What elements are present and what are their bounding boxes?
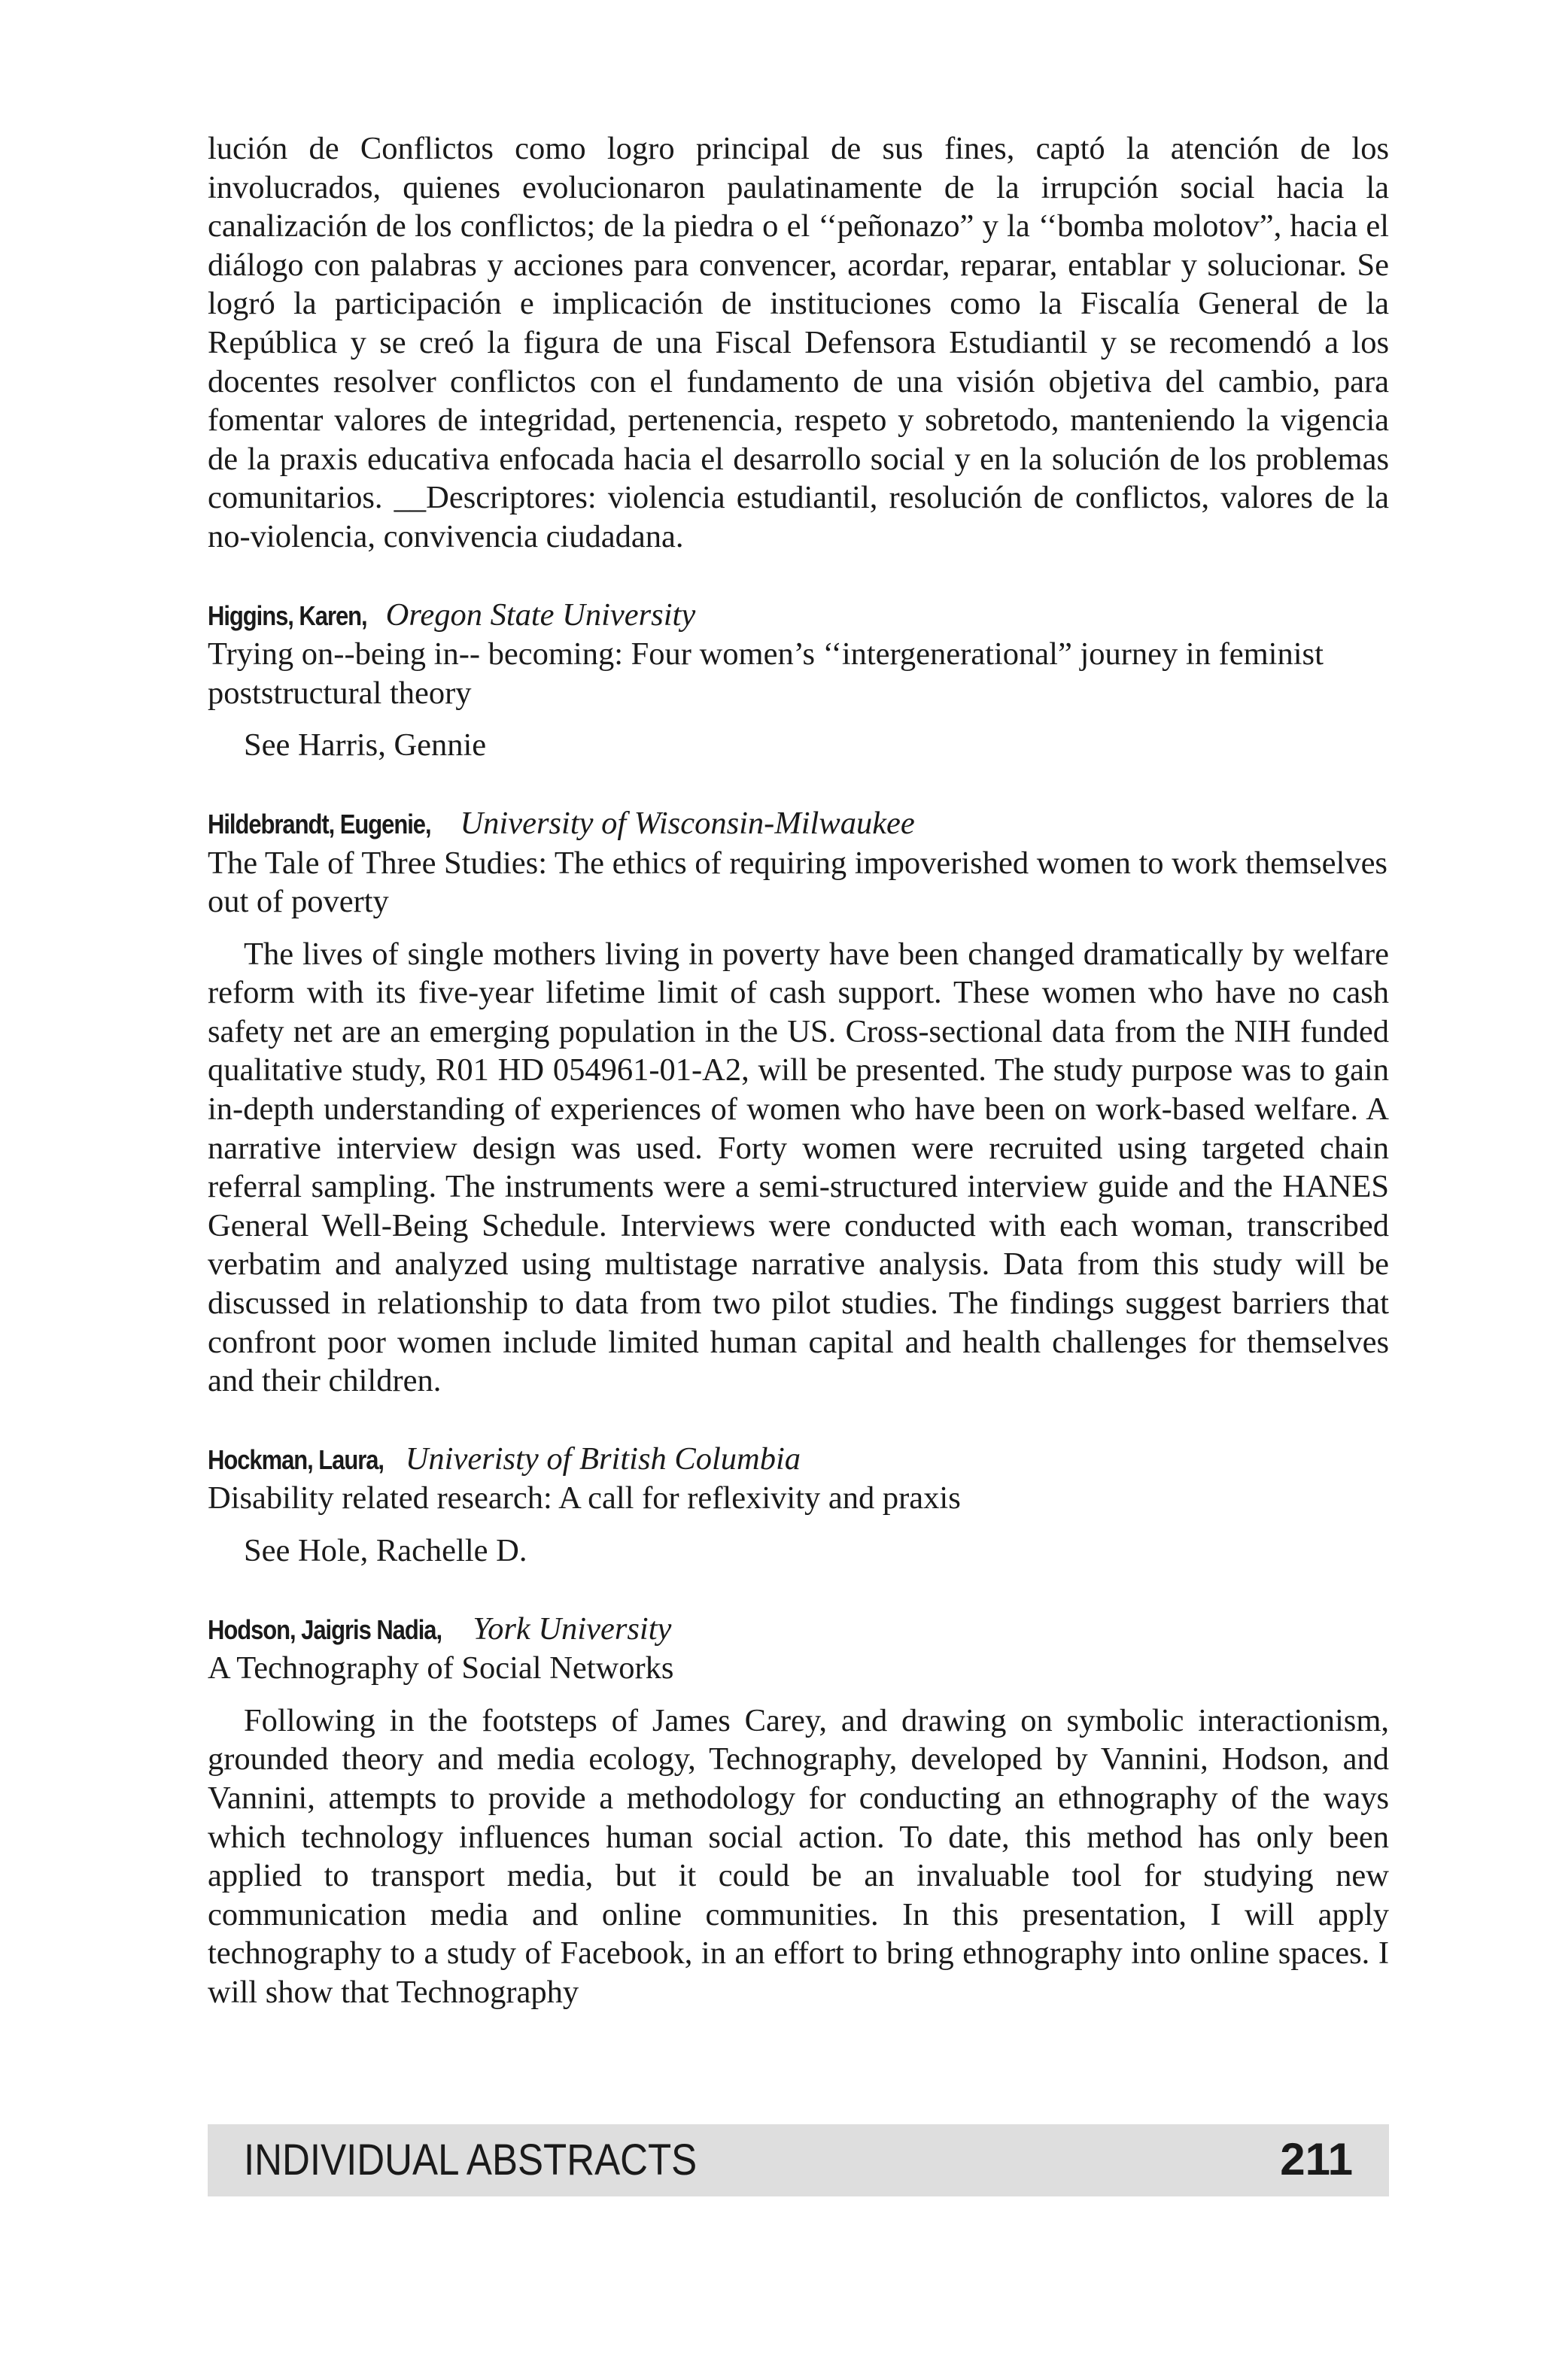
entry-hockman [208,1440,1389,1571]
continuation-paragraph: lución de Conflictos como logro principal de sus fines, captó la atención de los involucrados, quienes evolucionaron paulatinamente de la irrupción social hacia la canalización de los conflictos; de la piedra o el ‘‘peñonazo” y la ‘‘bomba molotov”, hacia el diálogo con palabras y acciones para convencer, acordar, reparar, entablar y solucionar. Se logró la participación e implicación de instituciones como la Fiscalía General de la República y se creó la figura de una Fiscal Defensora Estudiantil y se recomendó a los docentes resolver conflictos con el fundamento de una visión objetiva del cambio, para fomentar valores de integridad, pertenencia, respeto y sobretodo, manteniendo la vigencia de la praxis educativa enfocada hacia el desarrollo social y en la solución de los problemas comunitarios. __Descriptores: violencia estudiantil, resolución de conflictos, valores de la no-violencia, convivencia ciudadana. [208,131,1389,554]
cross-reference: See Hole, Rachelle D. [244,1533,527,1568]
entry-hodson [208,1610,1389,2012]
abstract-title: A Technography of Social Networks [208,1650,674,1686]
author-line [208,1610,1389,1650]
author-line [208,596,1389,636]
entry-hildebrandt [208,804,1389,1401]
author-affiliation: Univeristy of British Columbia [405,1440,801,1477]
abstract-text: Following in the footsteps of James Carey, and drawing on symbolic interactionism, grounded theory and media ecology, Technography, developed by Vannini, Hodson, and Vannini, attempts to provide a methodology for conducting an ethnography of the ways which technology influences human social action. To date, this method has only been applied to transport media, but it could be an invaluable tool for studying new communication media and online communities. In this presentation, I will apply technography to a study of Facebook, in an effort to bring ethnography into online spaces. I will show that Technography [208,1702,1389,2010]
abstract-title: Trying on--being in-- becoming: Four women’s ‘‘intergenerational” journey in feminist poststructural theory [208,636,1324,711]
abstract-title: The Tale of Three Studies: The ethics of requiring impoverished women to work themselves out of poverty [208,845,1388,920]
section-label: INDIVIDUAL ABSTRACTS [244,2136,698,2184]
page-body [208,129,1389,2012]
author-affiliation: University of Wisconsin-Milwaukee [460,805,915,841]
author-name: Hildebrandt, Eugenie, [208,808,431,839]
author-name: Higgins, Karen, [208,600,367,631]
author-line [208,1440,1389,1480]
author-line [208,804,1389,844]
author-name: Hodson, Jaigris Nadia, [208,1613,442,1645]
abstract-title: Disability related research: A call for reflexivity and praxis [208,1480,961,1516]
author-affiliation: Oregon State University [385,597,696,633]
author-affiliation: York University [473,1610,672,1647]
abstract-text: The lives of single mothers living in poverty have been changed dramatically by welfare reform with its five-year lifetime limit of cash support. These women who have no cash safety net are an emerging population in the US. Cross-sectional data from the NIH funded qualitative study, R01 HD 054961-01-A2, will be presented. The study purpose was to gain in-depth understanding of experiences of women who have been on work-based welfare. A narrative interview design was used. Forty women were recruited using targeted chain referral sampling. The instruments were a semi-structured interview guide and the HANES General Well-Being Schedule. Interviews were conducted with each woman, transcribed verbatim and analyzed using multistage narrative analysis. Data from this study will be discussed in relationship to data from two pilot studies. The findings suggest barriers that confront poor women include limited human capital and health challenges for themselves and their children. [208,936,1389,1399]
cross-reference: See Harris, Gennie [244,727,487,763]
author-name: Hockman, Laura, [208,1443,384,1475]
page-number: 211 [1280,2134,1353,2184]
page-footer [208,2124,1389,2196]
entry-higgins [208,596,1389,765]
